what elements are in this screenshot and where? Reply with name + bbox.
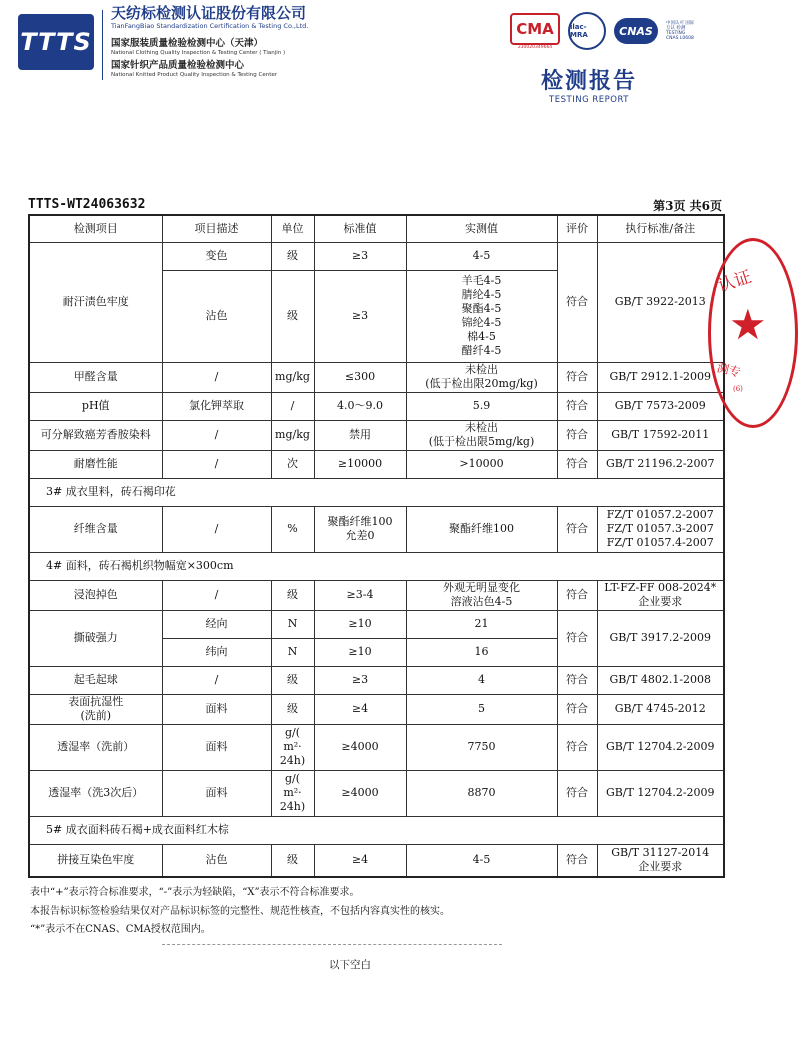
table-row	[29, 694, 724, 724]
std-line: 聚酯纤维100	[327, 515, 393, 528]
seal-text-bottom: 测专	[715, 360, 743, 380]
cell-eval: 符合	[557, 694, 597, 724]
unit-line: m²·	[283, 740, 302, 753]
cell-value: 5	[406, 694, 557, 724]
ref-line: LT-FZ-FF 008-2024*	[604, 581, 717, 594]
unit-line: 24h)	[279, 754, 306, 767]
logo-text: TTTS	[20, 28, 92, 56]
cell-item: 纤维含量	[29, 506, 162, 552]
cell-value	[406, 362, 557, 392]
table-row	[29, 770, 724, 816]
ref-line: FZ/T 01057.4-2007	[606, 536, 714, 549]
cell-unit: 次	[271, 450, 314, 478]
col-header-value: 实测值	[406, 215, 557, 242]
section-heading-5: 5# 成衣面料砖石褐+成衣面料红木棕	[29, 816, 724, 844]
cell-value: 4	[406, 666, 557, 694]
cell-value: 7750	[406, 724, 557, 770]
cell-ref	[597, 580, 724, 610]
cell-eval: 符合	[557, 580, 597, 610]
value-line: 锦纶4-5	[461, 316, 502, 329]
center1-en: National Clothing Quality Inspection & Testing Center ( Tianjin )	[111, 50, 286, 56]
cma-badge: CMA	[510, 13, 560, 45]
cell-item: 透湿率（洗3次后）	[29, 770, 162, 816]
cell-value	[406, 420, 557, 450]
cell-ref	[597, 844, 724, 877]
cell-ref: GB/T 21196.2-2007	[597, 450, 724, 478]
cell-std: ≤300	[314, 362, 406, 392]
cell-value: 4-5	[406, 242, 557, 270]
cell-std: 4.0～9.0	[314, 392, 406, 420]
unit-line: 24h)	[279, 800, 306, 813]
cell-desc: 纬向	[162, 638, 271, 666]
cell-std: ≥10	[314, 638, 406, 666]
cell-desc: /	[162, 420, 271, 450]
cell-item: 耐磨性能	[29, 450, 162, 478]
cell-desc: 氯化钾萃取	[162, 392, 271, 420]
cell-value: 16	[406, 638, 557, 666]
table-row	[29, 580, 724, 610]
header-divider	[102, 10, 103, 80]
cell-std: ≥4000	[314, 724, 406, 770]
ref-line: 企业要求	[638, 860, 683, 874]
cell-eval: 符合	[557, 392, 597, 420]
report-title	[534, 64, 644, 105]
section-heading-3: 3# 成衣里料，砖石褐印花	[29, 478, 724, 506]
cell-unit: 级	[271, 666, 314, 694]
cell-desc: /	[162, 506, 271, 552]
col-header-std: 标准值	[314, 215, 406, 242]
table-row	[29, 242, 724, 270]
blank-below-note: 以下空白	[329, 959, 371, 971]
cell-std: ≥10	[314, 610, 406, 638]
ref-line: GB/T 31127-2014	[611, 846, 710, 860]
value-line: 腈纶4-5	[461, 288, 502, 301]
cell-desc: /	[162, 666, 271, 694]
cell-std: ≥3-4	[314, 580, 406, 610]
value-line: 溶液沾色4-5	[450, 595, 513, 608]
cell-unit	[271, 770, 314, 816]
report-meta	[28, 197, 722, 213]
cell-value: 21	[406, 610, 557, 638]
cell-desc: 面料	[162, 724, 271, 770]
ref-line: FZ/T 01057.3-2007	[606, 522, 714, 535]
table-row	[29, 610, 724, 638]
cell-item: 可分解致癌芳香胺染料	[29, 420, 162, 450]
cell-std: ≥3	[314, 666, 406, 694]
cell-unit: /	[271, 392, 314, 420]
table-row	[29, 392, 724, 420]
section-heading-4: 4# 面料，砖石褐机织物幅宽×300cm	[29, 552, 724, 580]
item-line: (洗前)	[80, 709, 112, 722]
center1-cn: 国家服装质量检验检测中心（天津）	[111, 38, 264, 49]
col-header-unit: 单位	[271, 215, 314, 242]
cell-item: 甲醛含量	[29, 362, 162, 392]
report-number: TTTS-WT24063632	[28, 197, 146, 212]
value-line: (低于检出限20mg/kg)	[425, 377, 538, 390]
cell-item: 浸泡掉色	[29, 580, 162, 610]
value-line: 棉4-5	[467, 330, 496, 343]
cell-unit: 级	[271, 580, 314, 610]
item-line: 表面抗湿性	[68, 695, 124, 708]
ilac-mra-badge: ilac-MRA	[568, 12, 606, 50]
cell-std: ≥4	[314, 844, 406, 877]
cell-eval: 符合	[557, 362, 597, 392]
cell-desc: 面料	[162, 694, 271, 724]
cma-number: 230020349664	[517, 44, 553, 50]
company-seal	[708, 238, 798, 428]
std-line: 允差0	[345, 529, 375, 542]
org-name-cn: 天纺标检测认证股份有限公司	[111, 4, 307, 22]
cell-eval: 符合	[557, 724, 597, 770]
cell-unit	[271, 724, 314, 770]
cell-std: ≥4	[314, 694, 406, 724]
note-line: 本报告标识标签检验结果仅对产品标识标签的完整性、规范性核查，不包括内容真实性的核实。	[30, 905, 450, 917]
report-notes	[30, 884, 450, 940]
value-line: 未检出	[465, 363, 498, 376]
cell-ref: GB/T 3922-2013	[597, 242, 724, 362]
cnas-badge: CNAS	[614, 18, 658, 44]
cell-ref: GB/T 4745-2012	[597, 694, 724, 724]
table-row	[29, 506, 724, 552]
cell-unit: 级	[271, 694, 314, 724]
cell-ref: GB/T 2912.1-2009	[597, 362, 724, 392]
table-row	[29, 450, 724, 478]
value-line: 聚酯4-5	[461, 302, 502, 315]
col-header-desc: 项目描述	[162, 215, 271, 242]
note-line: “*”表示不在CNAS、CMA授权范围内。	[30, 924, 211, 935]
seal-text-top: 认证	[715, 267, 755, 297]
value-line: 未检出	[465, 421, 498, 434]
cell-eval: 符合	[557, 420, 597, 450]
cell-desc: /	[162, 450, 271, 478]
table-row	[29, 724, 724, 770]
cell-value: 5.9	[406, 392, 557, 420]
table-header-row	[29, 215, 724, 242]
cell-item: 拼接互染色牢度	[29, 844, 162, 877]
seal-text-number: (6)	[733, 385, 743, 393]
cell-unit: 级	[271, 242, 314, 270]
cell-item: 耐汗渍色牢度	[29, 242, 162, 362]
value-line: 外观无明显变化	[443, 581, 520, 594]
test-results-table	[28, 214, 725, 878]
accreditation-badges	[510, 12, 696, 50]
section-row	[29, 552, 724, 580]
table-row	[29, 362, 724, 392]
cell-unit: mg/kg	[271, 420, 314, 450]
cma-badge-group	[510, 13, 560, 50]
cell-desc: 沾色	[162, 844, 271, 877]
org-name-en: TianFangBiao Standardization Certification & Testing Co.,Ltd.	[111, 22, 309, 30]
seal-star-icon: ★	[729, 300, 767, 349]
cell-value-multiline	[406, 270, 557, 362]
cell-eval: 符合	[557, 242, 597, 362]
cell-ref	[597, 506, 724, 552]
center2-en: National Knitted Product Quality Inspection & Testing Center	[111, 72, 278, 78]
cell-item: pH值	[29, 392, 162, 420]
cell-eval: 符合	[557, 844, 597, 877]
report-header	[0, 0, 750, 120]
col-header-item: 检测项目	[29, 215, 162, 242]
section-row	[29, 478, 724, 506]
cell-ref: GB/T 7573-2009	[597, 392, 724, 420]
table-row	[29, 844, 724, 877]
unit-line: g/(	[284, 726, 301, 739]
cell-eval: 符合	[557, 666, 597, 694]
cell-eval: 符合	[557, 450, 597, 478]
cell-ref: GB/T 12704.2-2009	[597, 724, 724, 770]
note-line: 表中“+”表示符合标准要求，“-”表示为轻缺陷，“X”表示不符合标准要求。	[30, 887, 360, 898]
cell-eval: 符合	[557, 770, 597, 816]
cell-eval: 符合	[557, 506, 597, 552]
cell-unit: 级	[271, 270, 314, 362]
cell-eval: 符合	[557, 610, 597, 666]
value-line: (低于检出限5mg/kg)	[428, 435, 535, 448]
cell-value: 8870	[406, 770, 557, 816]
cell-unit: mg/kg	[271, 362, 314, 392]
cell-desc: 变色	[162, 242, 271, 270]
cell-value: 4-5	[406, 844, 557, 877]
cell-std	[314, 506, 406, 552]
page-number: 第3页 共6页	[653, 199, 722, 213]
value-line: 羊毛4-5	[461, 274, 502, 287]
cell-std: ≥3	[314, 270, 406, 362]
cnas-sub-text: 中国认可 国际互认 检测 TESTING CNAS L0608	[666, 21, 695, 41]
center2-cn: 国家针织产品质量检验检测中心	[111, 60, 245, 71]
company-logo	[18, 14, 94, 70]
cell-unit: 级	[271, 844, 314, 877]
col-header-eval: 评价	[557, 215, 597, 242]
cell-std: ≥3	[314, 242, 406, 270]
value-line: 醋纤4-5	[461, 344, 502, 357]
report-title-cn: 检测报告	[540, 69, 637, 94]
cell-unit: N	[271, 610, 314, 638]
cell-std: 禁用	[314, 420, 406, 450]
cell-ref: GB/T 17592-2011	[597, 420, 724, 450]
cell-item: 撕破强力	[29, 610, 162, 666]
end-divider	[162, 944, 502, 945]
section-row	[29, 816, 724, 844]
ref-line: FZ/T 01057.2-2007	[606, 508, 714, 521]
cell-unit: %	[271, 506, 314, 552]
cell-desc: /	[162, 362, 271, 392]
cell-item: 透湿率（洗前）	[29, 724, 162, 770]
cell-desc: 经向	[162, 610, 271, 638]
cell-item	[29, 694, 162, 724]
cell-desc: 沾色	[162, 270, 271, 362]
cell-ref: GB/T 3917.2-2009	[597, 610, 724, 666]
cell-item: 起毛起球	[29, 666, 162, 694]
unit-line: m²·	[283, 786, 302, 799]
organization-block	[111, 4, 308, 79]
col-header-ref: 执行标准/备注	[597, 215, 724, 242]
cell-value	[406, 580, 557, 610]
cell-ref: GB/T 4802.1-2008	[597, 666, 724, 694]
cell-unit: N	[271, 638, 314, 666]
cell-desc: /	[162, 580, 271, 610]
table-row	[29, 666, 724, 694]
unit-line: g/(	[284, 772, 301, 785]
ref-line: 企业要求	[638, 595, 683, 608]
report-title-en: TESTING REPORT	[549, 95, 629, 105]
cell-value: 聚酯纤维100	[406, 506, 557, 552]
table-row	[29, 420, 724, 450]
cell-std: ≥4000	[314, 770, 406, 816]
cell-desc: 面料	[162, 770, 271, 816]
cell-ref: GB/T 12704.2-2009	[597, 770, 724, 816]
cell-value: >10000	[406, 450, 557, 478]
cell-std: ≥10000	[314, 450, 406, 478]
